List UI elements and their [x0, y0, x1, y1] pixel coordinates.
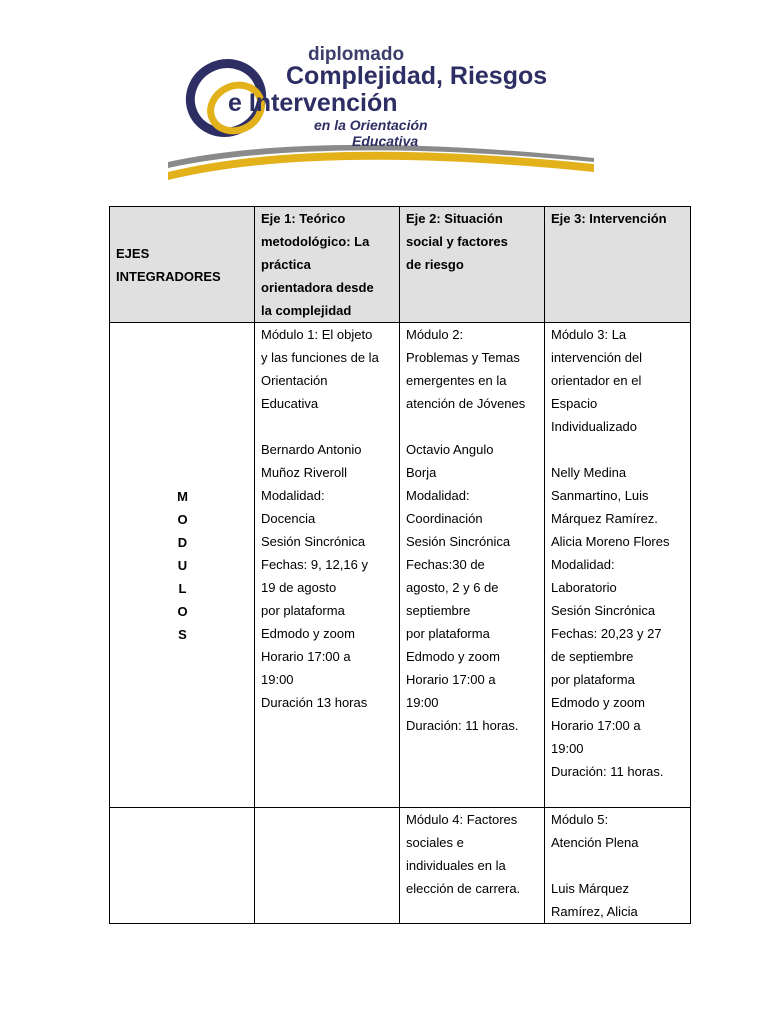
modulo4-text: [406, 808, 539, 900]
text-line: Borja: [406, 465, 437, 480]
text-line: Modalidad:: [406, 488, 470, 503]
modulo1-cell: [255, 323, 400, 808]
text-line: 19 de agosto: [261, 580, 337, 595]
eje1-label: [261, 207, 394, 322]
text-line: Atención Plena: [551, 835, 639, 850]
text-line: por plataforma: [261, 603, 345, 618]
text-line: orientador en el: [551, 373, 642, 388]
diplomado-logo: [166, 40, 598, 180]
text-line: sociales e: [406, 835, 464, 850]
text-line: Horario 17:00 a: [551, 718, 641, 733]
table-row: [110, 808, 691, 924]
text-line: Sanmartino, Luis: [551, 488, 649, 503]
text-line: [406, 415, 539, 438]
modulo2-text: [406, 323, 539, 737]
text-line: Eje 1: Teórico: [261, 211, 346, 226]
modules-table: [109, 206, 691, 924]
logo-text-diplomado: diplomado: [308, 44, 405, 65]
logo-text-subtitle-2: Educativa: [352, 133, 419, 149]
text-line: Márquez Ramírez.: [551, 511, 658, 526]
text-line: Sesión Sincrónica: [261, 534, 366, 549]
text-line: D: [177, 534, 188, 550]
text-line: Eje 2: Situación: [406, 211, 503, 226]
text-line: Fechas: 20,23 y 27: [551, 626, 662, 641]
modulo5-cell: [545, 808, 691, 924]
text-line: Duración: 11 horas.: [551, 764, 664, 779]
text-line: EJES: [116, 245, 150, 261]
text-line: por plataforma: [406, 626, 490, 641]
text-line: Laboratorio: [551, 580, 617, 595]
text-line: M: [177, 488, 188, 504]
text-line: Edmodo y zoom: [406, 649, 500, 664]
text-line: Docencia: [261, 511, 316, 526]
text-line: Muñoz Riveroll: [261, 465, 347, 480]
text-line: Edmodo y zoom: [261, 626, 355, 641]
text-line: Eje 3: Intervención: [551, 211, 667, 226]
modulo3-cell: [545, 323, 691, 808]
text-line: Orientación: [261, 373, 328, 388]
text-line: metodológico: La: [261, 234, 370, 249]
text-line: de riesgo: [406, 257, 464, 272]
text-line: elección de carrera.: [406, 881, 521, 896]
text-line: Educativa: [261, 396, 319, 411]
ejes-label: [116, 242, 249, 288]
text-line: Ramírez, Alicia: [551, 904, 638, 919]
text-line: Horario 17:00 a: [261, 649, 351, 664]
text-line: de septiembre: [551, 649, 634, 664]
text-line: Sesión Sincrónica: [406, 534, 511, 549]
text-line: 19:00: [406, 695, 439, 710]
text-line: Octavio Angulo: [406, 442, 494, 457]
modulo1-text: [261, 323, 394, 714]
modulo3-text: [551, 323, 685, 783]
logo-text-title: Complejidad, Riesgos: [286, 62, 548, 90]
text-line: septiembre: [406, 603, 471, 618]
text-line: Bernardo Antonio: [261, 442, 362, 457]
text-line: y las funciones de la: [261, 350, 379, 365]
logo-text-title-2: e Intervención: [228, 89, 398, 117]
text-line: Modalidad:: [261, 488, 325, 503]
ejes-integradores-cell: [110, 207, 255, 323]
text-line: Fechas:30 de: [406, 557, 485, 572]
text-line: [261, 415, 394, 438]
text-line: individuales en la: [406, 858, 506, 873]
text-line: Módulo 3: La: [551, 327, 627, 342]
text-line: Alicia Moreno Flores: [551, 534, 670, 549]
eje1-header: [255, 207, 400, 323]
modulo5-text: [551, 808, 685, 923]
text-line: Fechas: 9, 12,16 y: [261, 557, 368, 572]
eje2-header: [400, 207, 545, 323]
text-line: Módulo 2:: [406, 327, 464, 342]
text-line: 19:00: [261, 672, 294, 687]
text-line: L: [178, 580, 187, 596]
modulo2-cell: [400, 323, 545, 808]
eje3-header: [545, 207, 691, 323]
text-line: [551, 854, 685, 877]
text-line: práctica: [261, 257, 311, 272]
text-line: Problemas y Temas: [406, 350, 520, 365]
text-line: emergentes en la: [406, 373, 507, 388]
eje2-label: [406, 207, 539, 276]
text-line: Coordinación: [406, 511, 483, 526]
text-line: agosto, 2 y 6 de: [406, 580, 499, 595]
logo-text-subtitle: en la Orientación: [314, 117, 428, 133]
text-line: Módulo 1: El objeto: [261, 327, 373, 342]
text-line: orientadora desde: [261, 280, 374, 295]
text-line: O: [177, 603, 188, 619]
text-line: O: [177, 511, 188, 527]
text-line: [551, 438, 685, 461]
modulos-cell: [110, 323, 255, 808]
text-line: Modalidad:: [551, 557, 615, 572]
text-line: Edmodo y zoom: [551, 695, 645, 710]
table-header-row: [110, 207, 691, 323]
text-line: Módulo 4: Factores: [406, 812, 518, 827]
text-line: social y factores: [406, 234, 508, 249]
text-line: Sesión Sincrónica: [551, 603, 656, 618]
text-line: Nelly Medina: [551, 465, 627, 480]
modulos-vertical-label: [116, 485, 249, 646]
text-line: S: [178, 626, 187, 642]
modulo4-cell: [400, 808, 545, 924]
text-line: atención de Jóvenes: [406, 396, 526, 411]
text-line: U: [177, 557, 188, 573]
empty-cell: [255, 808, 400, 924]
text-line: Espacio: [551, 396, 598, 411]
eje3-label: [551, 207, 685, 230]
text-line: Luis Márquez: [551, 881, 630, 896]
table-row: [110, 323, 691, 808]
text-line: INTEGRADORES: [116, 268, 221, 284]
text-line: Individualizado: [551, 419, 638, 434]
empty-cell: [110, 808, 255, 924]
text-line: Duración: 11 horas.: [406, 718, 519, 733]
text-line: Duración 13 horas: [261, 695, 368, 710]
text-line: 19:00: [551, 741, 584, 756]
text-line: Horario 17:00 a: [406, 672, 496, 687]
text-line: por plataforma: [551, 672, 635, 687]
text-line: Módulo 5:: [551, 812, 609, 827]
text-line: intervención del: [551, 350, 643, 365]
text-line: la complejidad: [261, 303, 352, 318]
